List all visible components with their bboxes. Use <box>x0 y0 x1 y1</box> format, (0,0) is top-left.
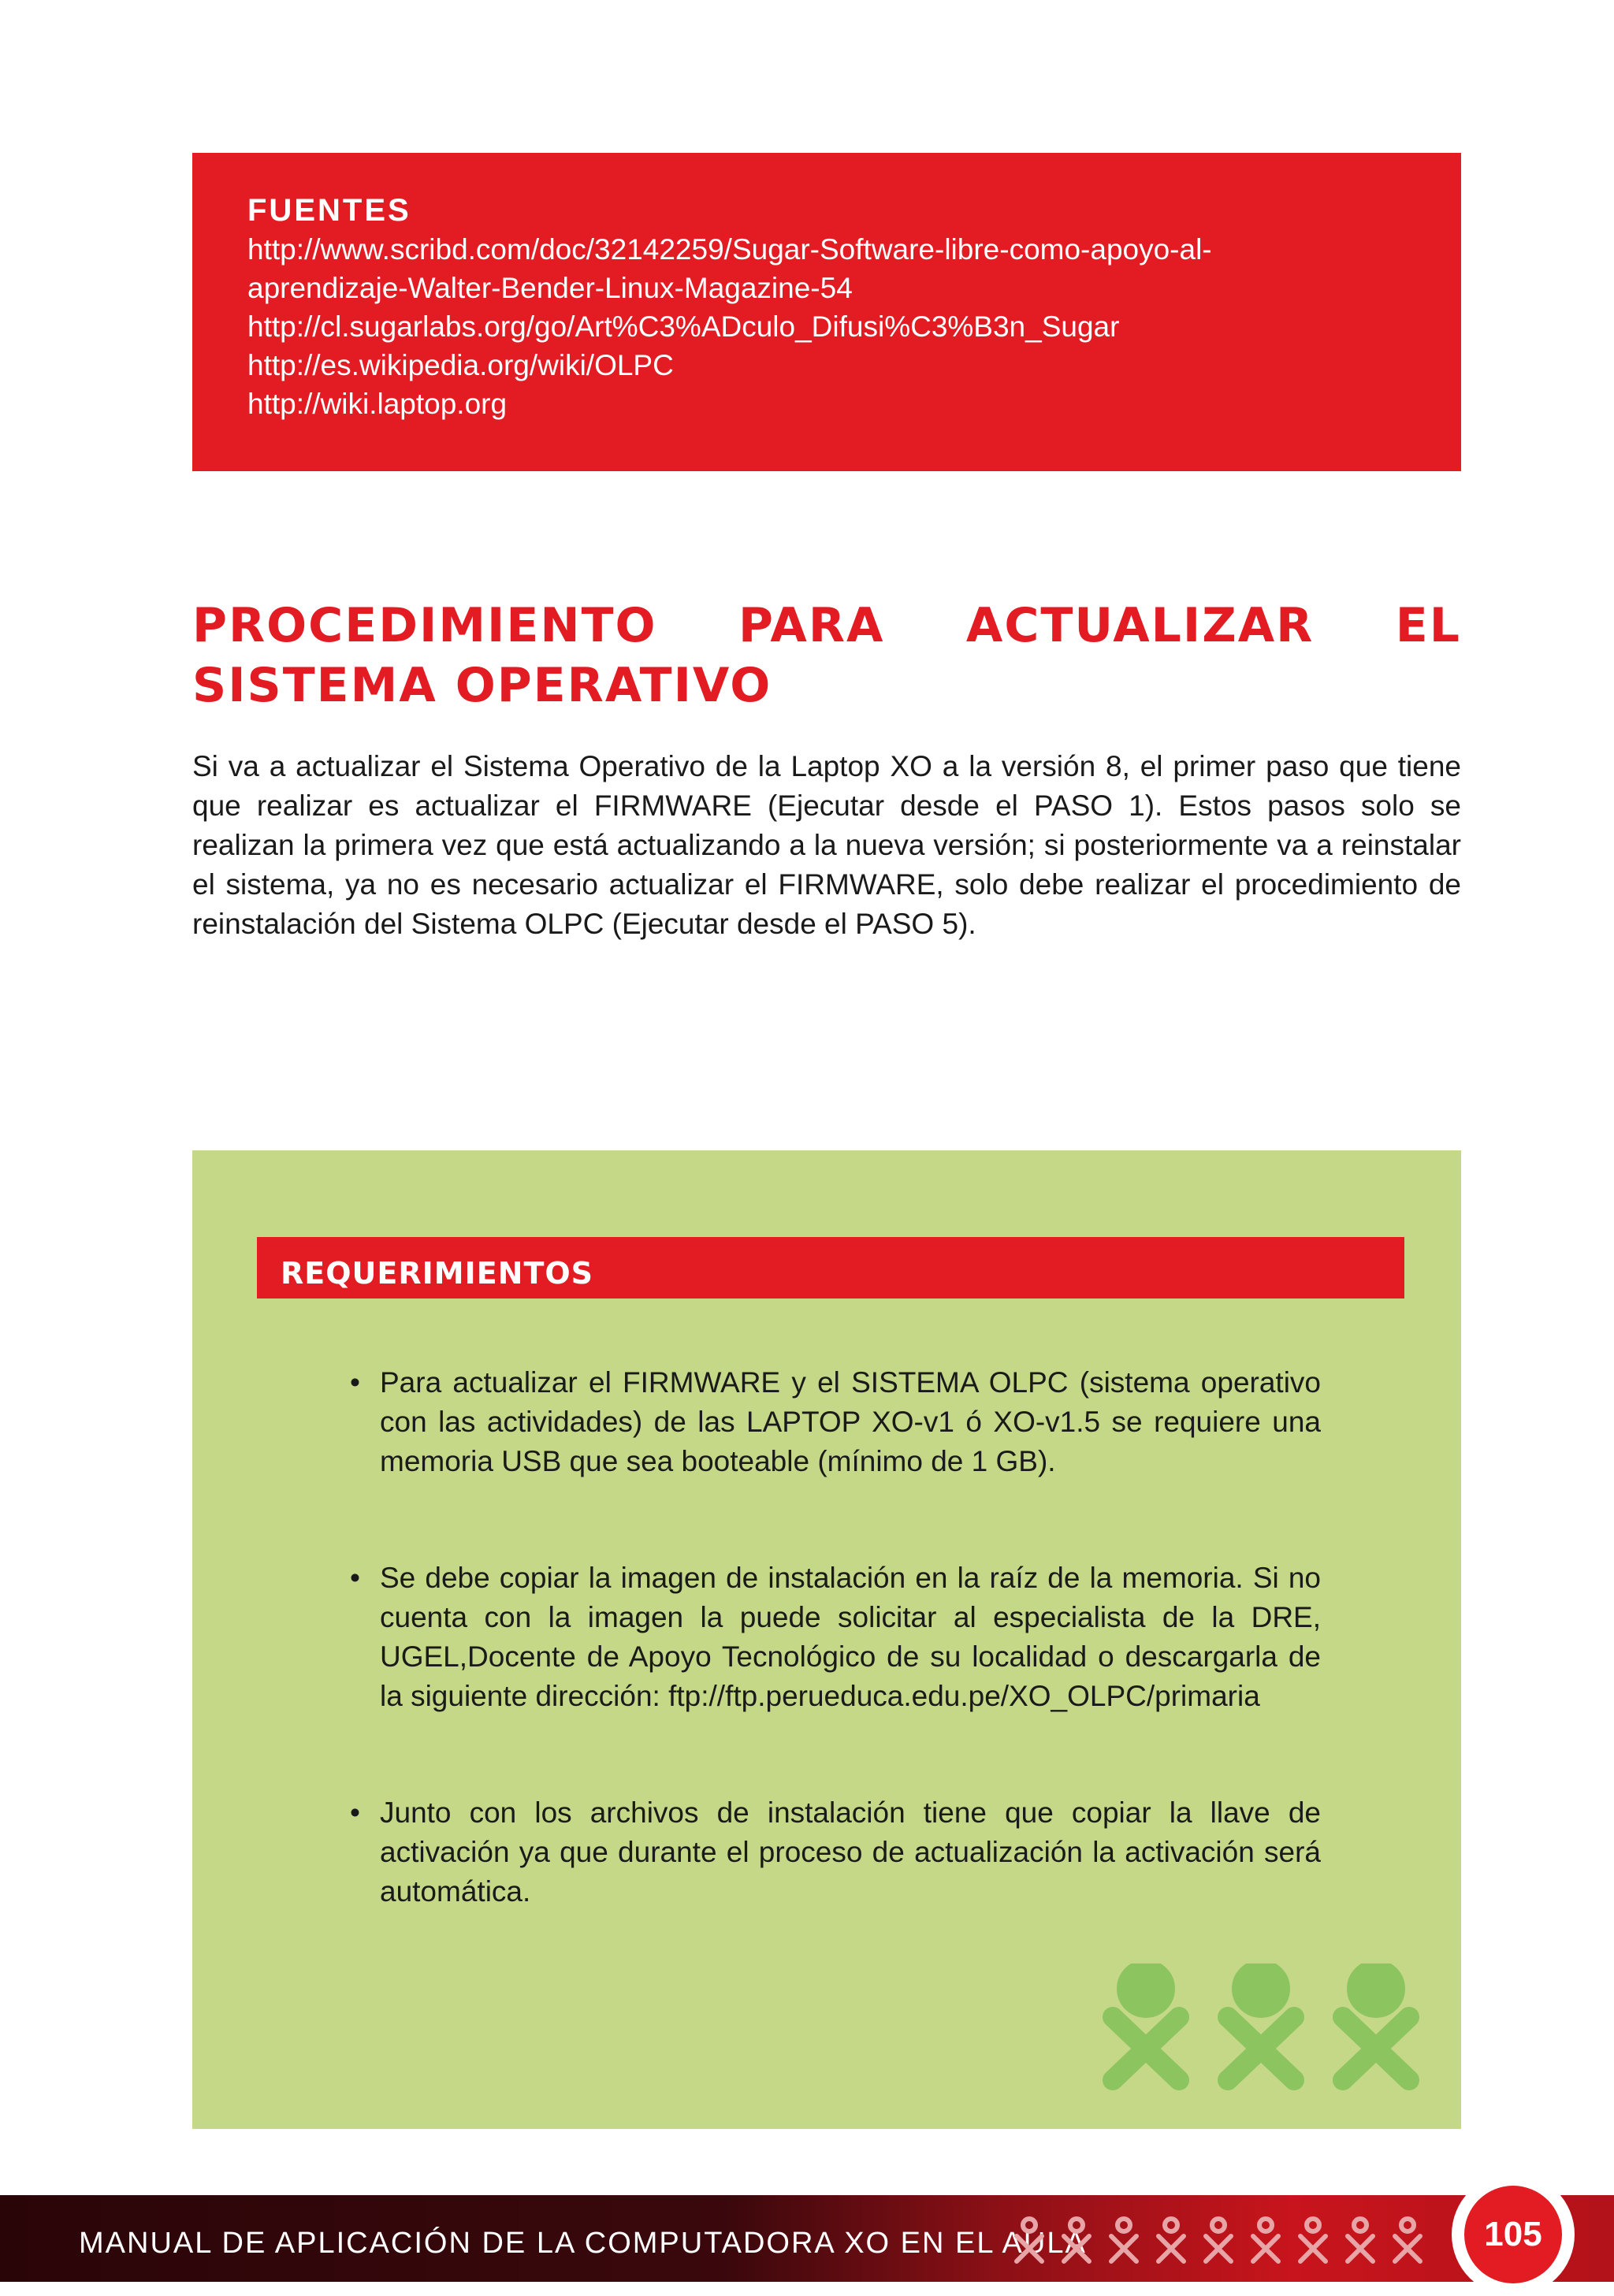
requirements-banner <box>257 1237 1404 1298</box>
intro-paragraph: Si va a actualizar el Sistema Operativo de la Laptop XO a la versión 8, el primer paso que tiene que realizar es actualizar el FIRMWARE (Ejecutar desde el PASO 1). Estos pasos solo se realizan la primera vez que está actualizando a la nueva versión; si posteriormente va a reinstalar el sistema, ya no es necesario actualizar el FIRMWARE, solo debe realizar el procedimiento de reinstalación del Sistema OLPC (Ejecutar desde el PASO 5). <box>192 750 1461 940</box>
xo-logo-icon <box>1300 2219 1326 2261</box>
source-link[interactable]: http://wiki.laptop.org <box>247 388 508 420</box>
list-item: • Para actualizar el FIRMWARE y el SISTEMA OLPC (sistema operativo con las actividades) de las LAPTOP XO-v1 ó XO-v1.5 se requiere una memoria USB que sea booteable (mínimo de 1 GB). <box>350 1363 1321 1481</box>
xo-logo-group <box>1088 1963 1434 2105</box>
source-link[interactable]: http://cl.sugarlabs.org/go/Art%C3%ADculo_Difusi%C3%B3n_Sugar <box>247 310 1120 343</box>
sources-title: FUENTES <box>247 193 411 228</box>
footer-xo-icons <box>1010 2216 1436 2271</box>
page-number: 105 <box>1464 2186 1562 2283</box>
xo-logo-icon <box>1348 2219 1373 2261</box>
xo-logo-icon <box>1064 2219 1089 2261</box>
list-item: • Se debe copiar la imagen de instalación en la raíz de la memoria. Si no cuenta con la imagen la puede solicitar al especialista de la DRE, UGEL,Docente de Apoyo Tecnológico de su localidad o descargarla de la siguiente dirección: ftp://ftp.perueduca.edu.pe/XO_OLPC/primaria <box>350 1559 1321 1716</box>
xo-logo-icon <box>1158 2219 1184 2261</box>
xo-logo-icon <box>1206 2219 1231 2261</box>
xo-logo-icon <box>1111 2219 1136 2261</box>
list-item: • Junto con los archivos de instalación tiene que copiar la llave de activación ya que durante el proceso de actualización la activación será automática. <box>350 1793 1321 1911</box>
xo-logo-icon <box>1228 1970 1294 2080</box>
page-number-badge <box>1452 2173 1575 2296</box>
requirements-list <box>350 1363 1321 1989</box>
sources-box <box>192 153 1461 471</box>
xo-logo-icon <box>1395 2219 1420 2261</box>
footer-bar <box>0 2195 1614 2282</box>
requirements-box <box>192 1150 1461 2129</box>
xo-logo-icon <box>1343 1970 1409 2080</box>
source-link[interactable]: aprendizaje-Walter-Bender-Linux-Magazine-54 <box>247 272 853 304</box>
xo-logo-icon <box>1017 2219 1042 2261</box>
footer-title: MANUAL DE APLICACIÓN DE LA COMPUTADORA XO EN EL AULA <box>79 2227 1087 2260</box>
source-link[interactable]: http://es.wikipedia.org/wiki/OLPC <box>247 349 674 381</box>
requirements-title: REQUERIMIENTOS <box>281 1256 594 1291</box>
source-link[interactable]: http://www.scribd.com/doc/32142259/Sugar-Software-libre-como-apoyo-al- <box>247 233 1212 266</box>
section-title: PROCEDIMIENTO PARA ACTUALIZAR EL SISTEMA OPERATIVO <box>192 598 1461 713</box>
sources-list <box>247 230 1406 423</box>
xo-logo-icon <box>1113 1970 1179 2080</box>
xo-logo-icon <box>1253 2219 1278 2261</box>
